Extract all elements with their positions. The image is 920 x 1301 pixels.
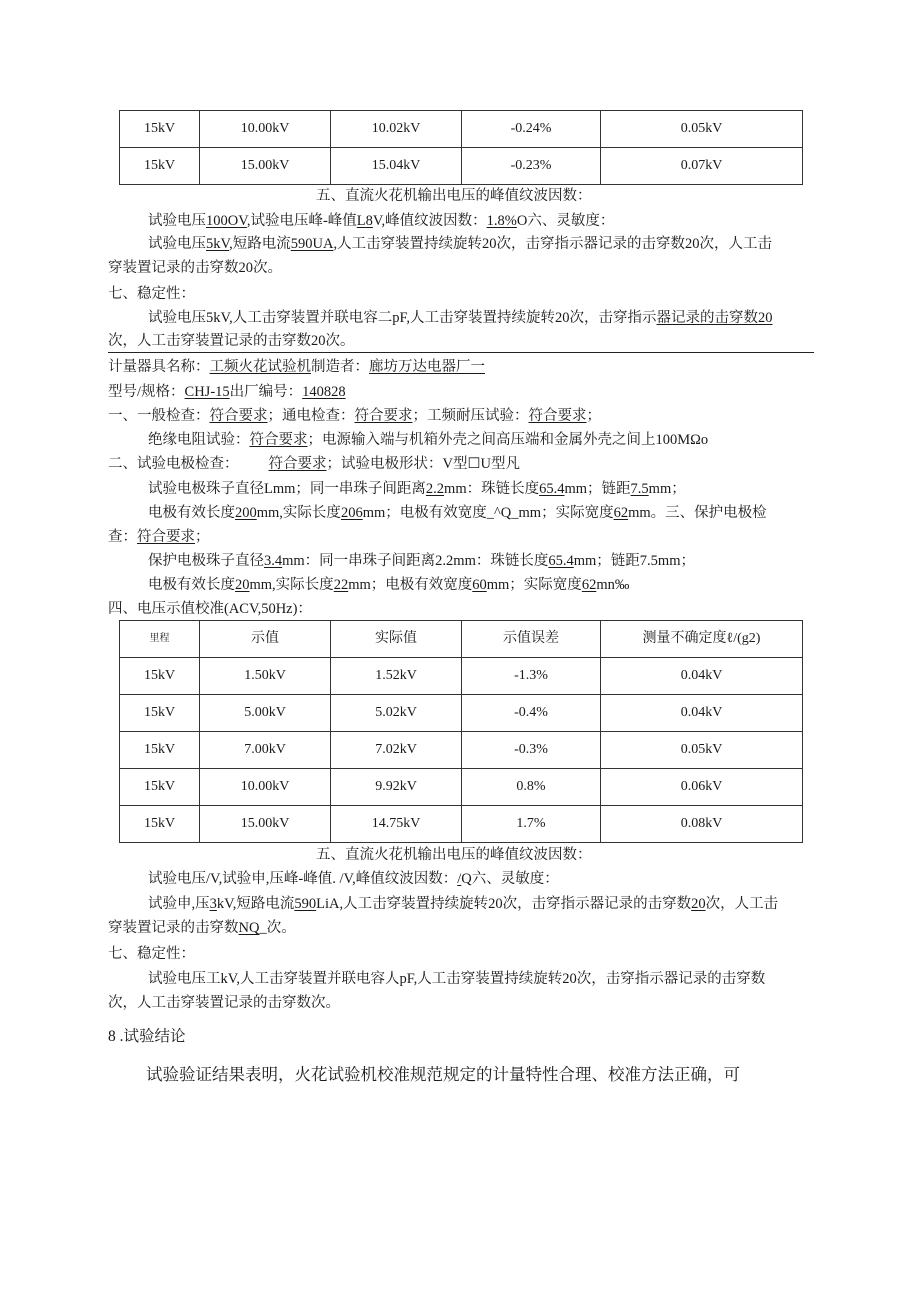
label: 制造者： (311, 359, 369, 375)
text: 试验电压 (148, 236, 206, 252)
table-cell: 7.02kV (331, 732, 462, 769)
value: 60 (472, 577, 487, 593)
table-cell: 15.00kV (200, 806, 331, 843)
section-heading-stability-2: 七、稳定性： (108, 946, 195, 962)
voltage-value: 5kV (206, 236, 230, 252)
text: 保护电极珠子直径 (148, 553, 264, 569)
table-header-row (120, 621, 803, 658)
label: 出厂编号： (229, 384, 303, 400)
table-cell: 15.04kV (331, 148, 462, 185)
ripple-line (148, 211, 614, 231)
column-header: 里程 (120, 621, 200, 658)
table-cell: 15kV (120, 111, 200, 148)
sensitivity-line-2: 穿装置记录的击穿数20次。 (108, 260, 282, 276)
result: 符合要求 (137, 529, 195, 545)
value: 590 (294, 896, 317, 912)
text: O六、灵敏度： (516, 213, 615, 229)
table-cell: 7.00kV (200, 732, 331, 769)
text: mm：珠链长度 (444, 481, 540, 497)
model-line (108, 382, 346, 402)
table-cell: 0.07kV (601, 148, 803, 185)
table-cell: 15kV (120, 695, 200, 732)
text: 试验电压5kV,人工击穿装置并联电容二pF,人工击穿装置持续旋转20次，击穿指示 (148, 310, 657, 326)
text: 试验电压/V,试验申,压峰-峰值. /V,峰值纹波因数： (148, 871, 458, 887)
protective-electrode-check-line (108, 527, 210, 547)
table-cell: 5.02kV (331, 695, 462, 732)
table-cell: 0.04kV (601, 695, 803, 732)
text: 穿装置记录的击穿数 (108, 920, 239, 936)
text: 次，人工击 (705, 896, 779, 912)
table-cell: 0.06kV (601, 769, 803, 806)
text: 一、一般检查： (108, 408, 210, 424)
table-cell: 14.75kV (331, 806, 462, 843)
table-cell: 15kV (120, 732, 200, 769)
text: 器记录的击穿数20 (656, 310, 773, 326)
table-cell: -1.3% (462, 658, 601, 695)
table-cell: 9.92kV (331, 769, 462, 806)
label: 型号/规格： (108, 384, 185, 400)
table-cell: -0.23% (462, 148, 601, 185)
sensitivity-line-b (148, 894, 778, 914)
protective-length-line (148, 575, 629, 595)
result: 符合要求 (528, 408, 587, 424)
general-check-line (108, 406, 601, 426)
table-row (120, 148, 803, 185)
text: ,试验电压峰-峰值 (246, 213, 357, 229)
result: 符合要求 (268, 456, 327, 472)
manufacturer: 廊坊万达电器厂一 (369, 359, 485, 375)
model: CHJ-15 (184, 384, 230, 400)
sensitivity-line (148, 234, 772, 254)
section-heading-voltage: 四、电压示值校准(ACV,50Hz)： (108, 601, 312, 617)
table-cell: 15kV (120, 769, 200, 806)
table-cell: 15kV (120, 658, 200, 695)
value: 200 (235, 505, 257, 521)
column-header: 示值误差 (462, 621, 601, 658)
value: 22 (333, 577, 349, 593)
table-cell: 1.50kV (200, 658, 331, 695)
table-cell: 0.08kV (601, 806, 803, 843)
text: 绝缘电阻试验： (148, 432, 250, 448)
text: mm：同一串珠子间距离2.2mm：珠链长度 (282, 553, 549, 569)
stability-line (148, 308, 773, 328)
table-cell: 1.52kV (331, 658, 462, 695)
column-header: 实际值 (331, 621, 462, 658)
value: 65.4 (548, 553, 574, 569)
table-row (120, 658, 803, 695)
table-cell: -0.3% (462, 732, 601, 769)
value: 3.4 (264, 553, 283, 569)
text: 电极有效长度 (148, 505, 235, 521)
table-cell: 1.7% (462, 806, 601, 843)
electrode-check-line (108, 454, 520, 474)
section-heading-ripple-2: 五、直流火花机输出电压的峰值纹波因数： (316, 847, 592, 863)
text: ,人工击穿装置持续旋转20次，击穿指示器记录的击穿数20次，人工击 (333, 236, 773, 252)
electrode-bead-line (148, 479, 686, 499)
text: mm；电极有效宽度 (348, 577, 473, 593)
text: 试验电压 (148, 213, 206, 229)
table-cell: 15kV (120, 148, 200, 185)
text: ；工频耐压试验： (412, 408, 529, 424)
value: 3 (209, 896, 217, 912)
stability-line-2: 次，人工击穿装置记录的击穿数20次。 (108, 333, 355, 349)
conclusion-heading: 8 .试验结论 (108, 1028, 186, 1045)
text: V,峰值纹波因数： (372, 213, 487, 229)
conclusion-body: 试验验证结果表明，火花试验机校准规范规定的计量特性合理、校准方法正确，可 (146, 1065, 740, 1084)
section-heading-ripple: 五、直流火花机输出电压的峰值纹波因数： (316, 188, 592, 204)
serial-number: 140828 (302, 384, 346, 400)
label: 计量器具名称： (108, 359, 210, 375)
ripple-value: 1.8% (486, 213, 517, 229)
voltage-value: 100OV (206, 213, 247, 229)
text: ；试验电极形状：V型☐U型凡 (326, 456, 520, 472)
value: / (457, 871, 462, 887)
table-cell: 0.05kV (601, 732, 803, 769)
table-cell: 0.04kV (601, 658, 803, 695)
instrument-name-line (108, 357, 485, 377)
text: mm；电极有效宽度_^Q_mm；实际宽度 (362, 505, 614, 521)
result: 符合要求 (249, 432, 308, 448)
text: ,短路电流 (229, 236, 291, 252)
table-cell: 0.05kV (601, 111, 803, 148)
stability-line-b2: 次，人工击穿装置记录的击穿数次。 (108, 995, 340, 1011)
value: 20 (235, 577, 250, 593)
insulation-line (148, 430, 708, 450)
text: mm。三、保护电极检 (628, 505, 767, 521)
text: mm； (648, 481, 686, 497)
calibration-table-top (119, 110, 803, 185)
table-cell: 10.00kV (200, 769, 331, 806)
table-cell: 5.00kV (200, 695, 331, 732)
text: mm；实际宽度 (486, 577, 582, 593)
section-divider (108, 352, 814, 353)
column-header: 测量不确定度ℓ/(g2) (601, 621, 803, 658)
text: LiA,人工击穿装置持续旋转20次，击穿指示器记录的击穿数 (316, 896, 692, 912)
sensitivity-line-b2 (108, 918, 296, 938)
table-cell: -0.24% (462, 111, 601, 148)
table-row (120, 769, 803, 806)
text: mm；链距7.5mm； (573, 553, 695, 569)
text: ；电源输入端与机箱外壳之间高压端和金属外壳之间上100MΩo (307, 432, 709, 448)
table-row (120, 111, 803, 148)
text: ；通电检查： (267, 408, 355, 424)
peak-value: L8 (356, 213, 373, 229)
text: _次。 (259, 920, 296, 936)
value: 2.2 (425, 481, 445, 497)
table-cell: 0.8% (462, 769, 601, 806)
table-row (120, 806, 803, 843)
table-row (120, 732, 803, 769)
value: 7.5 (630, 481, 649, 497)
current-value: 590UA (290, 236, 334, 252)
text: kV,短路电流 (216, 896, 295, 912)
table-cell: 15kV (120, 806, 200, 843)
value: NQ (238, 920, 260, 936)
protective-bead-line (148, 551, 695, 571)
text: ； (195, 529, 210, 545)
column-header: 示值 (200, 621, 331, 658)
text: 电极有效长度 (148, 577, 235, 593)
table-cell: 10.00kV (200, 111, 331, 148)
text: mn‰ (596, 577, 630, 593)
instrument-name: 工频火花试验机 (209, 359, 311, 375)
stability-line-b: 试验电压工kV,人工击穿装置并联电容人pF,人工击穿装置持续旋转20次，击穿指示器记录的击穿数 (148, 971, 766, 987)
value: 62 (581, 577, 597, 593)
value: 20 (691, 896, 706, 912)
value: 206 (340, 505, 363, 521)
text: 试验申,压 (148, 896, 210, 912)
voltage-calibration-table (119, 620, 803, 843)
value: 65.4 (539, 481, 565, 497)
value: 62 (613, 505, 629, 521)
electrode-length-line (148, 503, 767, 523)
text: Q六、灵敏度： (461, 871, 559, 887)
text: mm,实际长度 (256, 505, 341, 521)
text: 试验电极珠子直径Lmm；同一串珠子间距离 (148, 481, 426, 497)
table-cell: 15.00kV (200, 148, 331, 185)
text: 二、试验电极检查： (108, 456, 239, 472)
text: mm,实际长度 (249, 577, 334, 593)
text: ； (586, 408, 601, 424)
table-row (120, 695, 803, 732)
text: mm；链距 (564, 481, 631, 497)
table-cell: 10.02kV (331, 111, 462, 148)
ripple-line-2 (148, 869, 559, 889)
table-cell: -0.4% (462, 695, 601, 732)
text: 查： (108, 529, 137, 545)
result: 符合要求 (354, 408, 413, 424)
result: 符合要求 (209, 408, 268, 424)
section-heading-stability: 七、稳定性： (108, 286, 195, 302)
